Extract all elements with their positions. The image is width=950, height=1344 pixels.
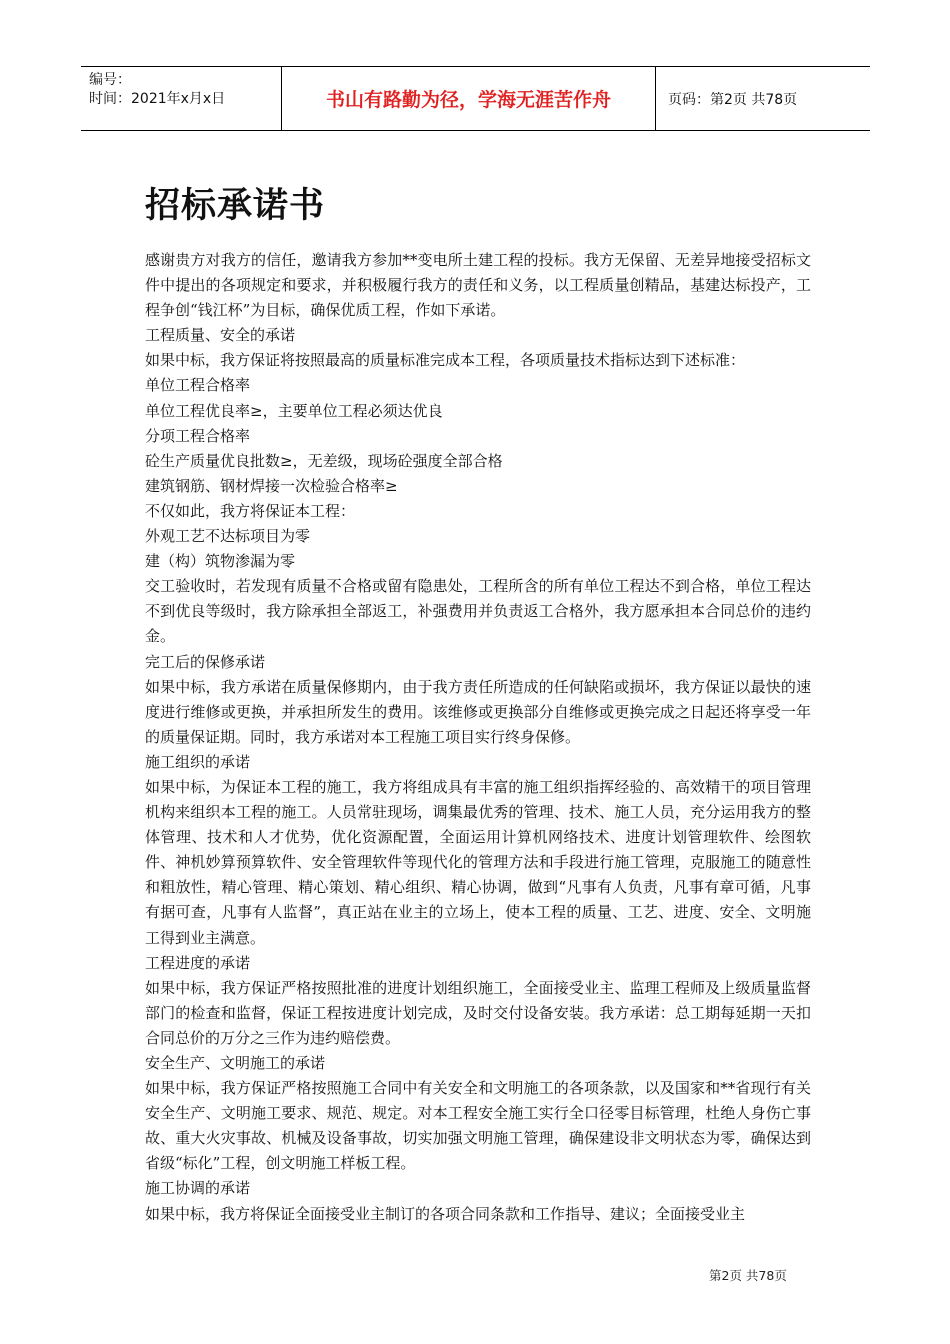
paragraph: 分项工程合格率: [145, 426, 251, 445]
paragraph: 如果中标，我方将保证全面接受业主制订的各项合同条款和工作指导、建议；全面接受业主: [145, 1204, 746, 1223]
page-header: [81, 66, 870, 131]
paragraph: 交工验收时，若发现有质量不合格或留有隐患处，工程所含的所有单位工程达不到合格，单位工程达不到优良等级时，我方除承担全部返工，补强费用并负责返工合格外，我方愿承担本合同总价的违约金。: [145, 577, 811, 646]
paragraph: 外观工艺不达标项目为零: [145, 527, 311, 546]
header-page-info: 页码：第2页 共78页: [668, 91, 798, 108]
header-motto: 书山有路勤为径，学海无涯苦作舟: [282, 67, 656, 130]
section-heading: 工程质量、安全的承诺: [145, 326, 296, 345]
document-number-label: 编号：: [89, 72, 131, 88]
paragraph: 如果中标，我方保证将按照最高的质量标准完成本工程，各项质量技术指标达到下述标准：: [145, 351, 746, 370]
page-footer: 第2页 共78页: [709, 1268, 787, 1283]
document-body: [145, 248, 811, 1227]
paragraph: 如果中标，我方保证严格按照施工合同中有关安全和文明施工的各项条款，以及国家和**省现行有关安全生产、文明施工要求、规范、规定。对本工程安全施工实行全口径零目标管理，杜绝人身伤亡事故、重大火灾事故、机械及设备事故，切实加强文明施工管理，确保建设非文明状态为零，确保达到省级“标化”工程，创文明施工样板工程。: [145, 1079, 811, 1173]
section-heading: 施工组织的承诺: [145, 752, 251, 771]
paragraph: 单位工程优良率≥，主要单位工程必须达优良: [145, 401, 443, 420]
paragraph: 如果中标，为保证本工程的施工，我方将组成具有丰富的施工组织指挥经验的、高效精干的项目管理机构来组织本工程的施工。人员常驻现场，调集最优秀的管理、技术、施工人员，充分运用我方的整体管理、技术和人才优势，优化资源配置，全面运用计算机网络技术、进度计划管理软件、绘图软件、神机妙算预算软件、安全管理软件等现代化的管理方法和手段进行施工管理，克服施工的随意性和粗放性，精心管理、精心策划、精心组织、精心协调，做到“凡事有人负责，凡事有章可循，凡事有据可查，凡事有人监督”，真正站在业主的立场上，使本工程的质量、工艺、进度、安全、文明施工得到业主满意。: [145, 777, 811, 947]
paragraph: 砼生产质量优良批数≥，无差级，现场砼强度全部合格: [145, 451, 503, 470]
paragraph: 建筑钢筋、钢材焊接一次检验合格率≥: [145, 476, 398, 495]
section-heading: 安全生产、文明施工的承诺: [145, 1054, 326, 1072]
paragraph: 如果中标，我方承诺在质量保修期内，由于我方责任所造成的任何缺陷或损坏，我方保证以最快的速度进行维修或更换，并承担所发生的费用。该维修或更换部分自维修或更换完成之日起还将享受一年的质量保证期。同时，我方承诺对本工程施工项目实行终身保修。: [145, 677, 811, 746]
document-time-label: 时间：2021年x月x日: [89, 91, 226, 107]
paragraph: 不仅如此，我方将保证本工程：: [145, 501, 356, 520]
paragraph: 单位工程合格率: [145, 376, 251, 395]
section-heading: 施工协调的承诺: [145, 1179, 251, 1198]
header-meta: [81, 67, 282, 130]
section-heading: 完工后的保修承诺: [145, 652, 266, 671]
document-title: 招标承诺书: [145, 186, 326, 226]
paragraph: 如果中标，我方保证严格按照批准的进度计划组织施工，全面接受业主、监理工程师及上级质量监督部门的检查和监督，保证工程按进度计划完成，及时交付设备安装。我方承诺：总工期每延期一天扣合同总价的万分之三作为违约赔偿费。: [145, 978, 811, 1047]
section-heading: 工程进度的承诺: [145, 953, 251, 972]
paragraph: 感谢贵方对我方的信任，邀请我方参加**变电所土建工程的投标。我方无保留、无差异地接受招标文件中提出的各项规定和要求，并积极履行我方的责任和义务，以工程质量创精品，基建达标投产，工程争创“钱江杯”为目标，确保优质工程，作如下承诺。: [145, 251, 811, 320]
paragraph: 建（构）筑物渗漏为零: [145, 552, 296, 571]
